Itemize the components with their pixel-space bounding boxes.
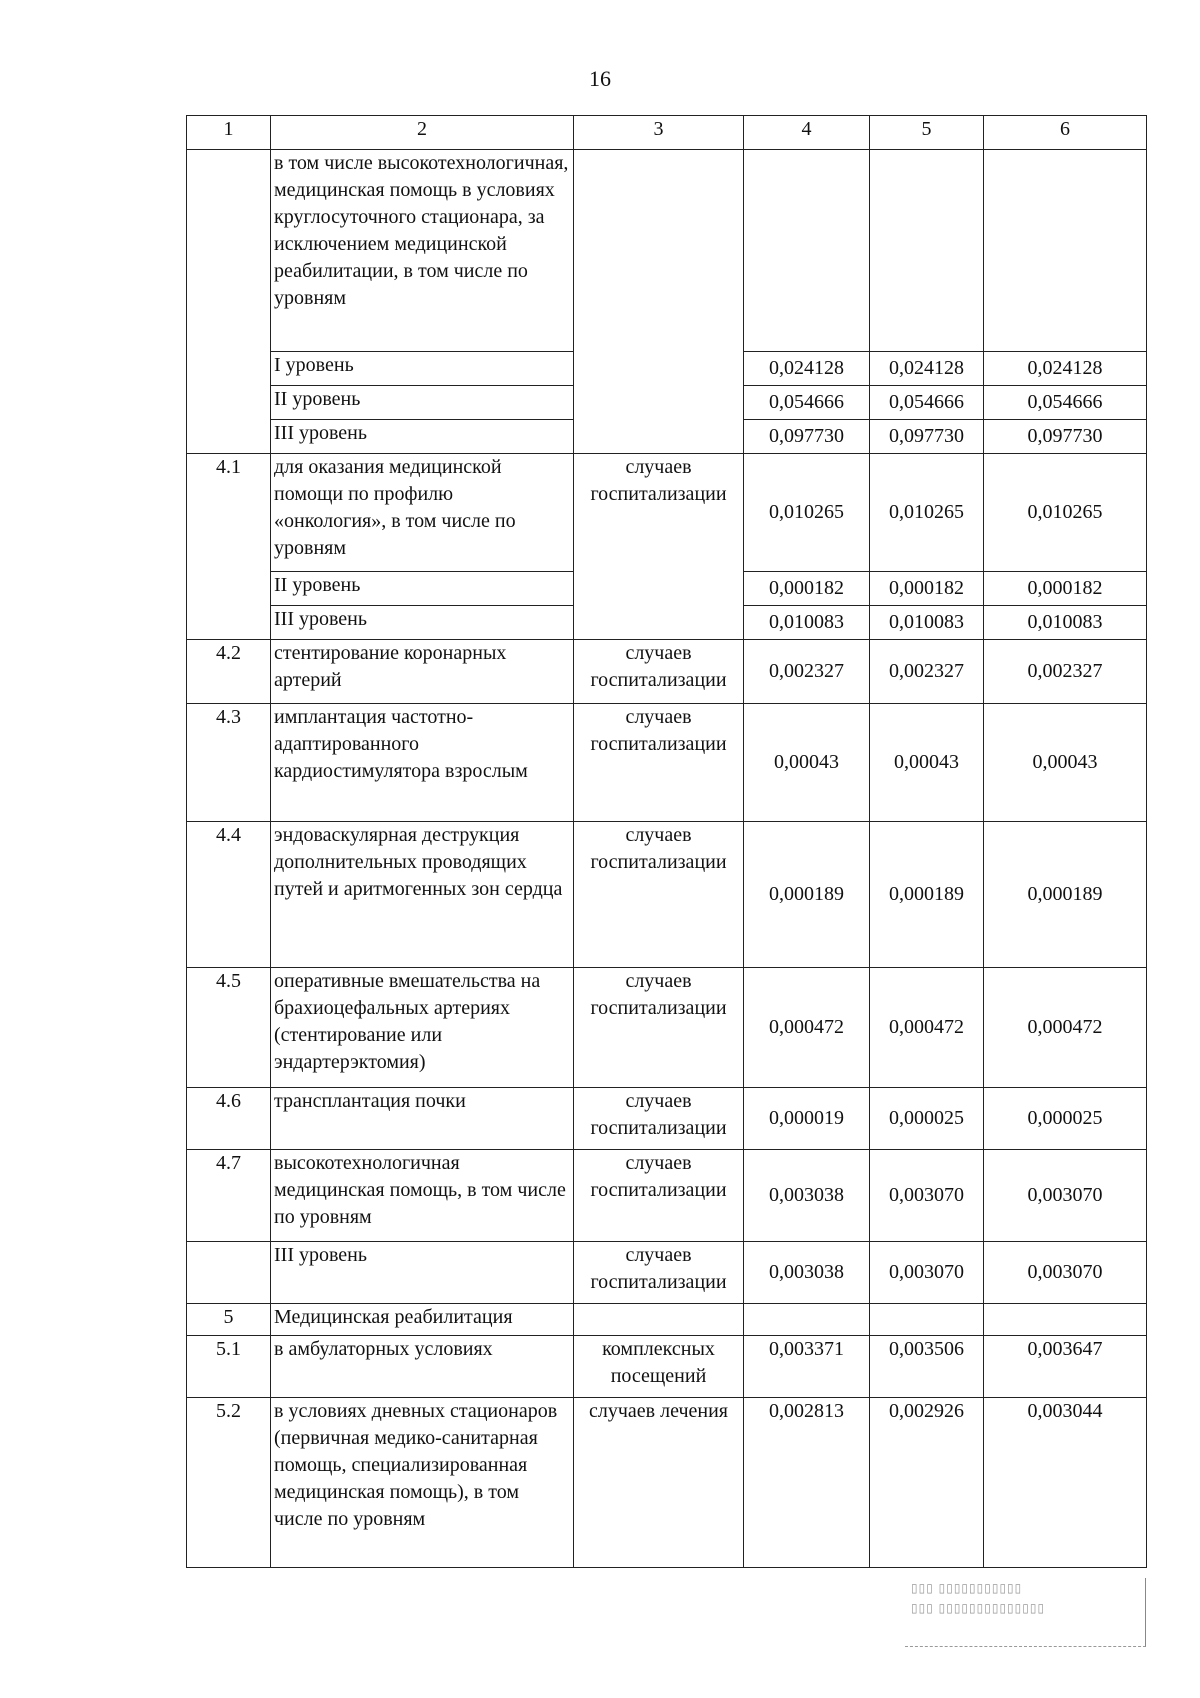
table-row (187, 1088, 1147, 1150)
row-name: III уровень (271, 1242, 574, 1304)
row-value-6: 0,00043 (984, 704, 1147, 822)
row-number: 4.3 (187, 704, 271, 822)
table-row (187, 454, 1147, 572)
row-number: 4.1 (187, 454, 271, 640)
header-cell: 3 (574, 116, 744, 150)
row-name: Медицинская реабилитация (271, 1304, 574, 1336)
row-unit: комплексных посещений (574, 1336, 744, 1398)
row-value-4: 0,000019 (744, 1088, 870, 1150)
row-value-5: 0,000025 (870, 1088, 984, 1150)
row-value-6: 0,000182 (984, 572, 1147, 606)
header-cell: 4 (744, 116, 870, 150)
row-value-6: 0,002327 (984, 640, 1147, 704)
row-name: оперативные вмешательства на брахиоцефальных артериях (стентирование или эндартерэктомия) (271, 968, 574, 1088)
row-name: стентирование коронарных артерий (271, 640, 574, 704)
row-value-4: 0,002327 (744, 640, 870, 704)
row-value-6: 0,003070 (984, 1242, 1147, 1304)
row-value-4: 0,003038 (744, 1150, 870, 1242)
row-value-4: 0,002813 (744, 1398, 870, 1568)
row-value-6: 0,097730 (984, 420, 1147, 454)
row-number: 4.6 (187, 1088, 271, 1150)
row-name: имплантация частотно-адаптированного кардиостимулятора взрослым (271, 704, 574, 822)
row-unit: случаев госпитализации (574, 1088, 744, 1150)
row-number: 5 (187, 1304, 271, 1336)
row-number: 4.7 (187, 1150, 271, 1242)
row-name: III уровень (271, 420, 574, 454)
row-value-6: 0,003070 (984, 1150, 1147, 1242)
row-unit: случаев госпитализации (574, 822, 744, 968)
row-value-5: 0,003506 (870, 1336, 984, 1398)
row-value-5: 0,000189 (870, 822, 984, 968)
row-value-4 (744, 150, 870, 352)
table-row (187, 822, 1147, 968)
row-value-4: 0,003371 (744, 1336, 870, 1398)
table-row (187, 1336, 1147, 1398)
row-unit: случаев госпитализации (574, 640, 744, 704)
header-cell: 6 (984, 116, 1147, 150)
row-value-5: 0,000182 (870, 572, 984, 606)
row-value-4: 0,097730 (744, 420, 870, 454)
row-value-5: 0,010083 (870, 606, 984, 640)
row-value-4: 0,000189 (744, 822, 870, 968)
table-row (187, 1304, 1147, 1336)
row-value-5: 0,000472 (870, 968, 984, 1088)
row-value-4: 0,003038 (744, 1242, 870, 1304)
row-unit: случаев госпитализации (574, 704, 744, 822)
row-name: I уровень (271, 352, 574, 386)
row-unit (574, 150, 744, 454)
row-value-5: 0,054666 (870, 386, 984, 420)
header-cell: 2 (271, 116, 574, 150)
row-name: II уровень (271, 572, 574, 606)
row-value-4: 0,010265 (744, 454, 870, 572)
row-value-5: 0,003070 (870, 1150, 984, 1242)
row-value-5: 0,002327 (870, 640, 984, 704)
header-cell: 1 (187, 116, 271, 150)
row-value-4: 0,00043 (744, 704, 870, 822)
row-unit: случаев госпитализации (574, 1150, 744, 1242)
row-value-6: 0,000025 (984, 1088, 1147, 1150)
header-cell: 5 (870, 116, 984, 150)
row-unit: случаев лечения (574, 1398, 744, 1568)
table-row (187, 1150, 1147, 1242)
row-value-6: 0,000472 (984, 968, 1147, 1088)
faded-stamp: ▯▯▯ ▯▯▯▯▯▯▯▯▯▯▯ ▯▯▯ ▯▯▯▯▯▯▯▯▯▯▯▯▯▯ (905, 1578, 1146, 1647)
row-value-6: 0,000189 (984, 822, 1147, 968)
row-unit: случаев госпитализации (574, 1242, 744, 1304)
row-value-4: 0,000472 (744, 968, 870, 1088)
row-unit: случаев госпитализации (574, 454, 744, 640)
row-name: высокотехнологичная медицинская помощь, в том числе по уровням (271, 1150, 574, 1242)
row-value-5: 0,097730 (870, 420, 984, 454)
row-name: в том числе высокотехнологичная, медицинская помощь в условиях круглосуточного стационара, за исключением медицинской реабилитации, в том числе по уровням (271, 150, 574, 352)
row-value-4: 0,010083 (744, 606, 870, 640)
row-name: III уровень (271, 606, 574, 640)
row-value-6: 0,003647 (984, 1336, 1147, 1398)
row-value-6: 0,010265 (984, 454, 1147, 572)
row-number: 5.2 (187, 1398, 271, 1568)
row-value-4: 0,000182 (744, 572, 870, 606)
page-number: 16 (589, 66, 611, 91)
row-value-5: 0,024128 (870, 352, 984, 386)
rates-table (186, 115, 1147, 1568)
row-unit: случаев госпитализации (574, 968, 744, 1088)
row-number: 4.4 (187, 822, 271, 968)
row-value-6: 0,054666 (984, 386, 1147, 420)
row-number: 5.1 (187, 1336, 271, 1398)
row-number: 4.2 (187, 640, 271, 704)
header-row (187, 116, 1147, 150)
row-number (187, 150, 271, 454)
row-value-5 (870, 150, 984, 352)
table-row (187, 704, 1147, 822)
row-name: эндоваскулярная деструкция дополнительных проводящих путей и аритмогенных зон сердца (271, 822, 574, 968)
row-value-4: 0,024128 (744, 352, 870, 386)
row-name: II уровень (271, 386, 574, 420)
row-value-5: 0,00043 (870, 704, 984, 822)
row-number (187, 1242, 271, 1304)
row-value-5: 0,010265 (870, 454, 984, 572)
row-value-4: 0,054666 (744, 386, 870, 420)
row-name: в условиях дневных стационаров (первичная медико-санитарная помощь, специализированная медицинская помощь), в том числе по уровням (271, 1398, 574, 1568)
table-row (187, 640, 1147, 704)
row-value-6: 0,024128 (984, 352, 1147, 386)
row-name: для оказания медицинской помощи по профилю «онкология», в том числе по уровням (271, 454, 574, 572)
row-value-6: 0,003044 (984, 1398, 1147, 1568)
row-value-5 (870, 1304, 984, 1336)
row-value-6 (984, 1304, 1147, 1336)
table-row (187, 150, 1147, 352)
row-value-6 (984, 150, 1147, 352)
row-value-5: 0,003070 (870, 1242, 984, 1304)
table-row (187, 1398, 1147, 1568)
row-unit (574, 1304, 744, 1336)
row-value-6: 0,010083 (984, 606, 1147, 640)
row-number: 4.5 (187, 968, 271, 1088)
row-value-4 (744, 1304, 870, 1336)
table-row (187, 968, 1147, 1088)
row-value-5: 0,002926 (870, 1398, 984, 1568)
row-name: в амбулаторных условиях (271, 1336, 574, 1398)
row-name: трансплантация почки (271, 1088, 574, 1150)
table-row (187, 1242, 1147, 1304)
